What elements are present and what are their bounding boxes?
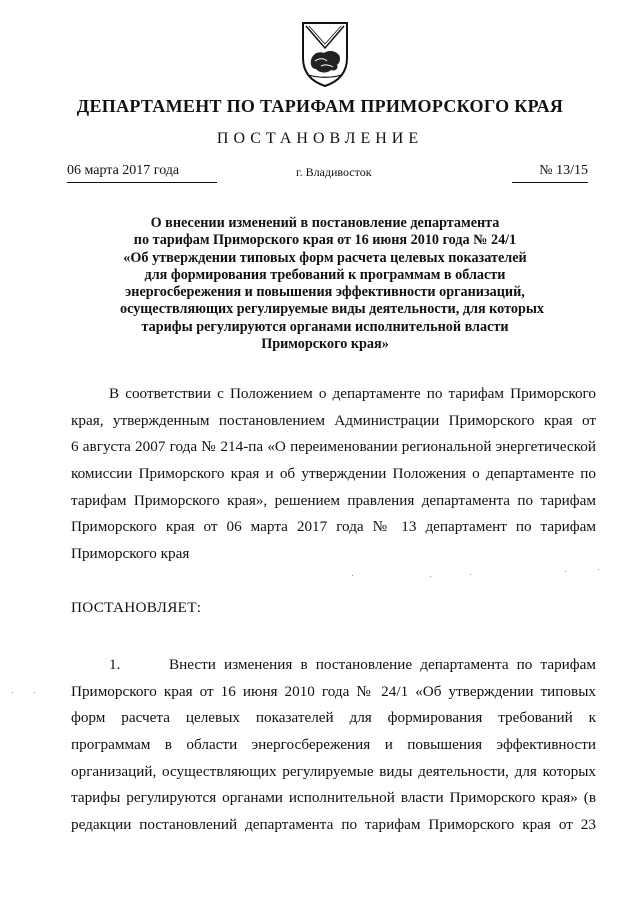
- paragraph-line: форм расчета целевых показателей для формирования требований к: [71, 709, 596, 727]
- scan-speck: [598, 569, 599, 570]
- paragraph-line: программам в области энергосбережения и повышения эффективности: [71, 736, 596, 754]
- document-date: 06 марта 2017 года: [67, 163, 217, 183]
- subject-line: по тарифам Приморского края от 16 июня 2010 года № 24/1: [133, 232, 517, 249]
- paragraph-line: 6 августа 2007 года № 214-па «О переименовании региональной энергетической: [71, 438, 596, 456]
- paragraph-line: Приморского края: [71, 545, 190, 563]
- document-city: г. Владивосток: [296, 165, 372, 179]
- coat-of-arms-icon: [299, 20, 351, 88]
- scan-speck: [12, 692, 13, 693]
- paragraph-line: тарифам Приморского края», решением правления департамента по тарифам: [71, 491, 596, 509]
- scan-speck: [565, 571, 566, 572]
- document-type: ПОСТАНОВЛЕНИЕ: [216, 130, 424, 147]
- paragraph-line: редакции постановлений департамента по тарифам Приморского края от 23: [71, 816, 596, 834]
- scan-speck: [352, 575, 353, 576]
- paragraph-line: края, утвержденным постановлением Администрации Приморского края от: [71, 411, 596, 429]
- paragraph-line: Приморского края от 16 июня 2010 года № 24/1 «Об утверждении типовых: [71, 682, 596, 700]
- subject-line: тарифы регулируются органами исполнительной власти: [141, 318, 509, 335]
- paragraph-line: 1. Внести изменения в постановление департамента по тарифам: [109, 656, 596, 673]
- subject-line: «Об утверждении типовых форм расчета целевых показателей: [123, 249, 527, 266]
- department-title: ДЕПАРТАМЕНТ ПО ТАРИФАМ ПРИМОРСКОГО КРАЯ: [76, 96, 564, 116]
- scan-speck: [470, 574, 471, 575]
- paragraph-line: комиссии Приморского края и об утверждении Положения о департаменте по: [71, 465, 596, 483]
- paragraph-line: организаций, осуществляющих регулируемые виды деятельности, для которых: [71, 762, 596, 780]
- preamble-paragraph: [71, 381, 596, 568]
- subject-line: Приморского края»: [261, 336, 389, 353]
- subject-line: для формирования требований к программам в области: [144, 266, 506, 283]
- subject-line: энергосбережения и повышения эффективности организаций,: [125, 284, 525, 301]
- decree-word: ПОСТАНОВЛЯЕТ:: [71, 599, 202, 616]
- paragraph-line: Приморского края от 06 марта 2017 года № 13 департамент по тарифам: [71, 518, 596, 536]
- paragraph-line: тарифы регулируются органами исполнительной власти Приморского края» (в: [71, 789, 596, 807]
- scan-speck: [34, 692, 35, 693]
- item-1-paragraph: [71, 652, 596, 839]
- subject-line: О внесении изменений в постановление департамента: [150, 215, 500, 231]
- scan-speck: [430, 576, 431, 577]
- document-subject: [120, 215, 545, 353]
- paragraph-line: В соответствии с Положением о департаменте по тарифам Приморского: [109, 385, 596, 402]
- subject-line: осуществляющих регулируемые виды деятельности, для которых: [120, 301, 545, 318]
- document-number: № 13/15: [512, 163, 588, 183]
